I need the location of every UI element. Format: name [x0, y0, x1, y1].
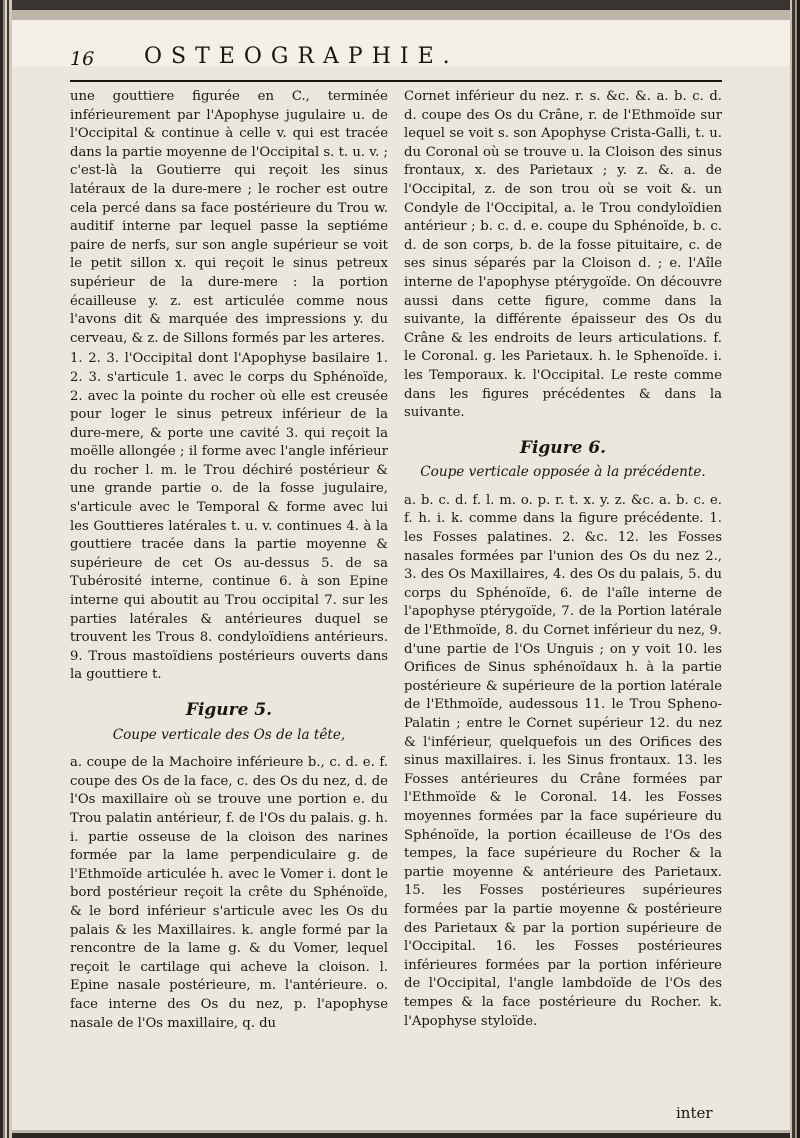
- figure-5-text: a. coupe de la Machoire inférieure b., c. d. e. f. coupe des Os de la face, c. des Os du nez, d. de l'Os maxillaire où se trouve une portion e. du Trou palatin antérieur, f. de l'Os du palais. g. h. i. partie osseuse de la cloison des narines formée par la lame perpendiculaire g. de l'Ethmoïde articulée h. avec le Vomer i. dont le bord postérieur reçoit la crête du Sphénoïde, & le bord inférieur s'articule avec les Os du palais & les Maxillaires. k. angle formé par la rencontre de la lame g. & du Vomer, lequel reçoit le cartilage qui acheve la cloison. l. Epine nasale postérieure, m. l'antérieure. o. face interne des Os du nez, p. l'apophyse nasale de l'Os maxillaire, q. du: [70, 755, 388, 1031]
- figure-6-text: a. b. c. d. f. l. m. o. p. r. t. x. y. z. &c. a. b. c. e. f. h. i. k. comme dans la figure précédente. 1. les Fosses palatines. 2. &c. 12. les Fosses nasales formées par l'union des Os du nez 2., 3. des Os Maxillaires, 4. des Os du palais, 5. du corps du Sphénoïde, 6. de l'aîle interne de l'apophyse ptérygoïde, 7. de la Portion latérale de l'Ethmoïde, 8. du Cornet inférieur du nez, 9. d'une partie de l'Os Unguis ; on y voit 10. les Orifices de Sinus sphénoïdaux h. à la partie postérieure & supérieure de la portion latérale de l'Ethmoïde, audessous 11. le Trou Spheno-Palatin ; entre le Cornet supérieur 12. du nez & l'inférieur, quelquefois un des Orifices des sinus maxillaires. i. les Sinus frontaux. 13. les Fosses antérieures du Crâne formées par l'Ethmoïde & le Coronal. 14. les Fosses moyennes formées par la face supérieure du Sphénoïde, la portion écailleuse de l'Os des tempes, la face supérieure du Rocher & la partie moyenne & antérieure des Parietaux. 15. les Fosses postérieures supérieures formées par la partie moyenne & postérieure des Parietaux & par la portion supérieure de l'Occipital. 16. les Fosses postérieures inférieures formées par la portion inférieure de l'Occipital, l'angle lambdoïde de l'Os des tempes & la face postérieure du Rocher. k. l'Apophyse styloïde.: [404, 492, 722, 1029]
- header-rule: [70, 80, 722, 82]
- figure-6-title: Figure 6.: [519, 437, 607, 458]
- paragraph-gouttiere: une gouttiere figurée en C., terminée inférieurement par l'Apophyse jugulaire u. de l'Occipital & continue à celle v. qui est tracée dans la partie moyenne de l'Occipital s. t. u. v. ; c'est-là la Goutierre qui reçoit les sinus latéraux de la dure-mere ; le rocher est outre cela percé dans sa face postérieure du Trou w. auditif interne par lequel passe la septiéme paire de nerfs, sur son angle supérieur se voit le petit sillon x. qui reçoit le sinus petreux supérieur de la dure-mere : la portion écailleuse y. z. est articulée comme nous l'avons dit & marquée des impressions y. du cerveau, & z. de Sillons formés par les arteres.: [70, 89, 388, 346]
- figure-6-caption: Coupe verticale opposée à la précédente.: [420, 464, 706, 481]
- paragraph-occipital: 1. 2. 3. l'Occipital dont l'Apophyse basilaire 1. 2. 3. s'articule 1. avec le corps du Sphénoïde, 2. avec la pointe du rocher où elle est creusée pour loger le sinus petreux inférieur de la dure-mere, & porte une cavité 3. qui reçoit la moëlle allongée ; il forme avec l'angle inférieur du rocher l. m. le Trou déchiré postérieur & une grande partie o. de la fosse jugulaire, s'articule avec le Temporal & forme avec lui les Gouttieres latérales t. u. v. continues 4. à la gouttiere tracée dans la partie moyenne & supérieure de cet Os au-dessus 5. de sa Tubérosité interne, continue 6. à son Epine interne qui aboutit au Trou occipital 7. sur les parties latérales & antérieures duquel se trouvent les Trous 8. condyloïdiens antérieurs. 9. Trous mastoïdiens postérieurs ouverts dans la gouttiere t.: [70, 351, 388, 683]
- catchword: inter: [676, 1104, 713, 1122]
- running-head: [70, 42, 790, 78]
- paragraph-cornet: Cornet inférieur du nez. r. s. &c. &. a. b. c. d. d. coupe des Os du Crâne, r. de l'Ethmoïde sur lequel se voit s. son Apophyse Crista-Galli, t. u. du Coronal où se trouve u. la Cloison des sinus frontaux, x. des Parietaux ; y. z. &. a. de l'Occipital, z. de son trou où se voit &. un Condyle de l'Occipital, a. le Trou condyloïdien antérieur ; b. c. d. e. coupe du Sphénoïde, b. c. d. de son corps, b. de la fosse pituitaire, c. de ses sinus séparés par la Cloison d. ; e. l'Aîle interne de l'apophyse ptérygoïde. On découvre aussi dans cette figure, comme dans la suivante, la différente épaisseur des Os du Crâne & les endroits de leurs articulations. f. le Coronal. g. les Parietaux. h. le Sphenoïde. i. les Temporaux. k. l'Occipital. Le reste comme dans les figures précédentes & dans la suivante.: [404, 89, 722, 421]
- page-title: OSTEOGRAPHIE.: [144, 44, 459, 69]
- figure-5-caption: Coupe verticale des Os de la tête,: [112, 726, 346, 743]
- page-bottom-edge: [12, 1130, 790, 1138]
- figure-5-title: Figure 5.: [185, 700, 273, 720]
- left-column: [70, 88, 388, 1035]
- page-number: 16: [70, 48, 95, 70]
- right-column: [404, 88, 722, 1033]
